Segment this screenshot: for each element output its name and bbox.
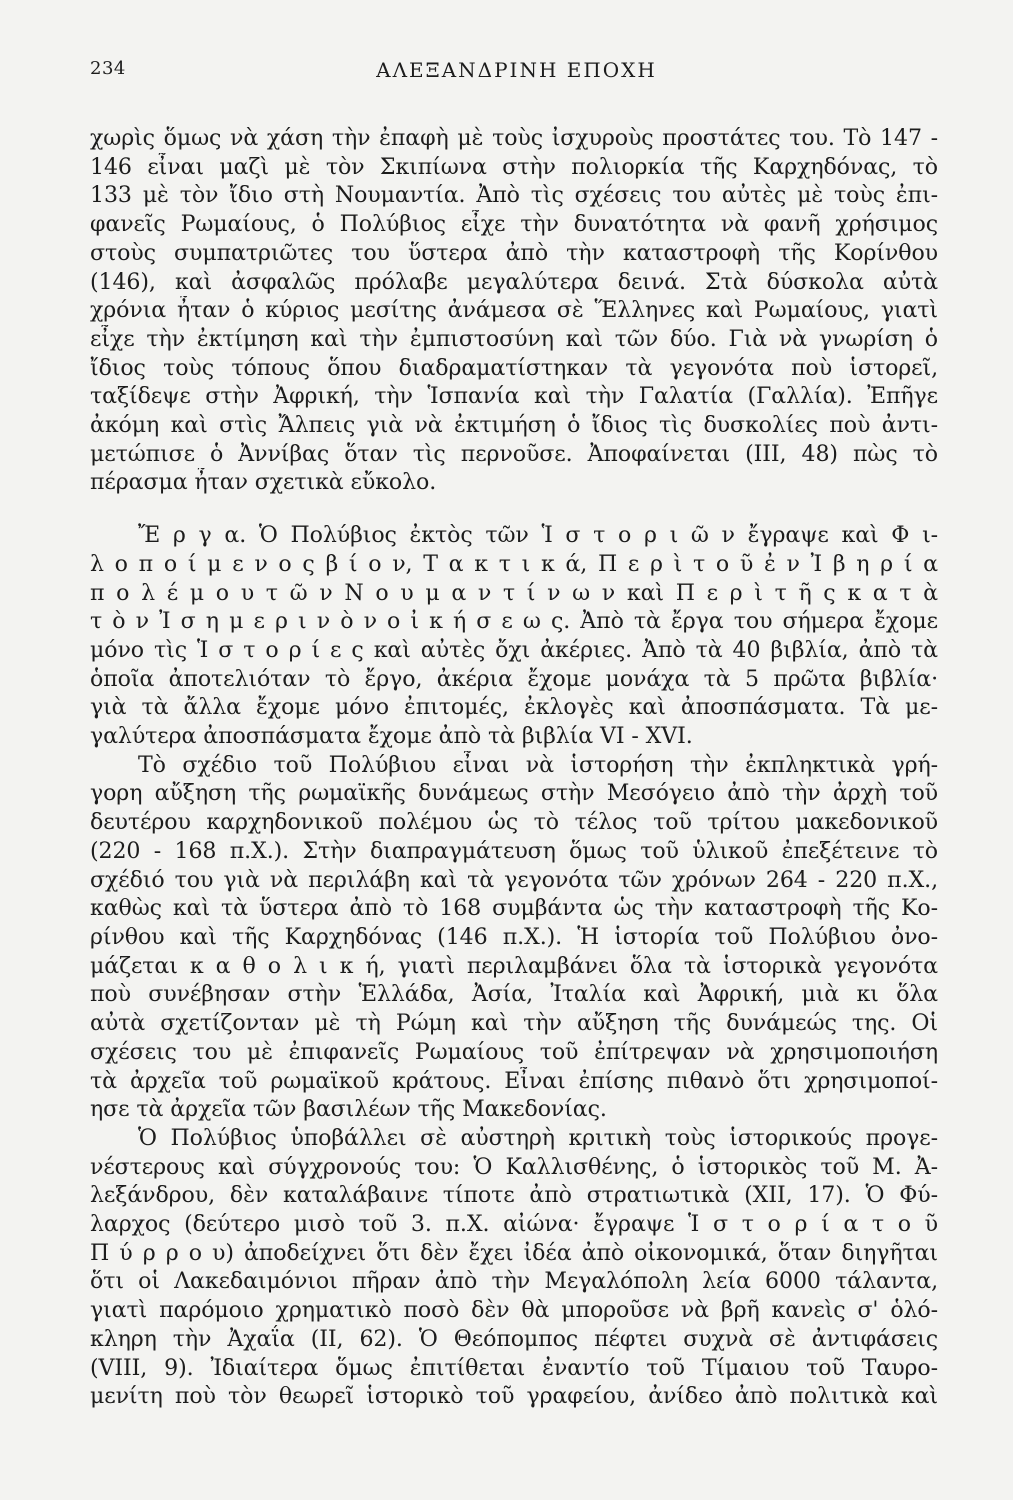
text-line: ὁποῖα ἀποτελιόταν τὸ ἔργο, ἀκέρια ἔχομε μονάχα τὰ 5 πρῶτα βιβλία· [90, 665, 938, 692]
text-line: πέρασμα ἦταν σχετικὰ εὔκολο. [90, 469, 437, 496]
text-line: στοὺς συμπατριῶτες του ὕστερα ἀπὸ τὴν καταστροφὴ τῆς Κορίνθου [90, 239, 938, 266]
text-line: τ ὸ ν Ἰ σ η μ ε ρ ι ν ὸ ν ο ἰ κ ή σ ε ω ς. Ἀπὸ τὰ ἔργα του σήμερα ἔχομε [90, 608, 938, 635]
body-text [90, 124, 938, 1411]
text-line: μόνο τὶς Ἱ σ τ ο ρ ί ε ς καὶ αὐτὲς ὄχι ἀκέριες. Ἀπὸ τὰ 40 βιβλία, ἀπὸ τὰ [90, 636, 938, 663]
text-line: λεξάνδρου, δὲν καταλάβαινε τίποτε ἀπὸ στρατιωτικὰ (XII, 17). Ὁ Φύ- [90, 1182, 938, 1209]
text-line: δευτέρου καρχηδονικοῦ πολέμου ὡς τὸ τέλος τοῦ τρίτου μακεδονικοῦ [90, 809, 938, 836]
text-line: (VIII, 9). Ἰδιαίτερα ὅμως ἐπιτίθεται ἐναντίο τοῦ Τίμαιου τοῦ Ταυρο- [90, 1354, 938, 1381]
text-line: Π ύ ρ ρ ο υ) ἀποδείχνει ὅτι δὲν ἔχει ἰδέα ἀπὸ οἰκονομικά, ὅταν διηγῆται [90, 1239, 938, 1266]
text-line: γαλύτερα ἀποσπάσματα ἔχομε ἀπὸ τὰ βιβλία VI - XVI. [90, 723, 693, 750]
paragraph-works [90, 521, 938, 751]
text-line: ὅτι οἱ Λακεδαιμόνιοι πῆραν ἀπὸ τὴν Μεγαλόπολη λεία 6000 τάλαντα, [90, 1268, 938, 1295]
text-line: (220 - 168 π.Χ.). Στὴν διαπραγμάτευση ὅμως τοῦ ὑλικοῦ ἐπεξέτεινε τὸ [90, 837, 938, 864]
text-line: μάζεται κ α θ ο λ ι κ ή, γιατὶ περιλαμβάνει ὅλα τὰ ἱστορικὰ γεγονότα [90, 952, 938, 979]
text-line: ἴδιος τοὺς τόπους ὅπου διαδραματίστηκαν τὰ γεγονότα ποὺ ἱστορεῖ, [90, 354, 938, 381]
running-title: ΑΛΕΞΑΝΔΡΙΝΗ ΕΠΟΧΗ [376, 58, 657, 82]
text-line: κληρη τὴν Ἀχαΐα (II, 62). Ὁ Θεόπομπος πέφτει συχνὰ σὲ ἀντιφάσεις [90, 1325, 938, 1352]
text-line: γιατὶ παρόμοιο χρηματικὸ ποσὸ δὲν θὰ μποροῦσε νὰ βρῆ κανεὶς σ' ὁλό- [90, 1297, 938, 1324]
paragraph-4 [90, 1124, 938, 1411]
text-line: γιὰ τὰ ἄλλα ἔχομε μόνο ἐπιτομές, ἐκλογὲς καὶ ἀποσπάσματα. Τὰ με- [90, 694, 938, 721]
text-line: Ἔ ρ γ α. Ὁ Πολύβιος ἐκτὸς τῶν Ἱ σ τ ο ρ ι ῶ ν ἔγραψε καὶ Φ ι- [138, 522, 938, 549]
text-line: φανεῖς Ρωμαίους, ὁ Πολύβιος εἶχε τὴν δυνατότητα νὰ φανῆ χρήσιμος [90, 211, 938, 238]
text-line: ρίνθου καὶ τῆς Καρχηδόνας (146 π.Χ.). Ἡ ἱστορία τοῦ Πολύβιου ὀνο- [90, 923, 938, 950]
text-line: σχέδιό του γιὰ νὰ περιλάβη καὶ τὰ γεγονότα τῶν χρόνων 264 - 220 π.Χ., [90, 866, 938, 893]
text-line: ἀκόμη καὶ στὶς Ἄλπεις γιὰ νὰ ἐκτιμήση ὁ ἴδιος τὶς δυσκολίες ποὺ ἀντι- [90, 412, 938, 439]
text-line: 133 μὲ τὸν ἴδιο στὴ Νουμαντία. Ἀπὸ τὶς σχέσεις του αὐτὲς μὲ τοὺς ἐπι- [90, 182, 938, 209]
paragraph-1 [90, 124, 938, 497]
text-line: μετώπισε ὁ Ἀννίβας ὅταν τὶς περνοῦσε. Ἀποφαίνεται (III, 48) πὼς τὸ [90, 440, 938, 467]
text-line: (146), καὶ ἀσφαλῶς πρόλαβε μεγαλύτερα δεινά. Στὰ δύσκολα αὐτὰ [90, 268, 938, 295]
text-line: ησε τὰ ἀρχεῖα τῶν βασιλέων τῆς Μακεδονίας. [90, 1096, 607, 1123]
text-line: λαρχος (δεύτερο μισὸ τοῦ 3. π.Χ. αἰώνα· ἔγραψε Ἱ σ τ ο ρ ί α τ ο ῦ [90, 1211, 938, 1238]
text-line: 146 εἶναι μαζὶ μὲ τὸν Σκιπίωνα στὴν πολιορκία τῆς Καρχηδόνας, τὸ [90, 153, 938, 180]
text-line: π ο λ έ μ ο υ τ ῶ ν Ν ο υ μ α ν τ ί ν ω ν καὶ Π ε ρ ὶ τ ῆ ς κ α τ ὰ [90, 579, 938, 606]
page-number: 234 [90, 58, 126, 79]
text-line: γορη αὔξηση τῆς ρωμαϊκῆς δυνάμεως στὴν Μεσόγειο ἀπὸ τὴν ἀρχὴ τοῦ [90, 780, 938, 807]
text-line: χωρὶς ὅμως νὰ χάση τὴν ἐπαφὴ μὲ τοὺς ἰσχυροὺς προστάτες του. Τὸ 147 - [90, 125, 938, 151]
text-line: μενίτη ποὺ τὸν θεωρεῖ ἱστορικὸ τοῦ γραφείου, ἀνίδεο ἀπὸ πολιτικὰ καὶ [90, 1383, 938, 1410]
text-line: Τὸ σχέδιο τοῦ Πολύβιου εἶναι νὰ ἱστορήση τὴν ἐκπληκτικὰ γρή- [138, 751, 938, 778]
text-line: χρόνια ἦταν ὁ κύριος μεσίτης ἀνάμεσα σὲ Ἕλληνες καὶ Ρωμαίους, γιατὶ [90, 297, 938, 324]
paragraph-3 [90, 751, 938, 1124]
text-line: αὐτὰ σχετίζονταν μὲ τὴ Ρώμη καὶ τὴν αὔξηση τῆς δυνάμεώς της. Οἱ [90, 1010, 938, 1037]
text-line: τὰ ἀρχεῖα τοῦ ρωμαϊκοῦ κράτους. Εἶναι ἐπίσης πιθανὸ ὅτι χρησιμοποί- [90, 1067, 938, 1094]
text-line: εἶχε τὴν ἐκτίμηση καὶ τὴν ἐμπιστοσύνη καὶ τῶν δύο. Γιὰ νὰ γνωρίση ὁ [90, 325, 938, 352]
text-line: Ὁ Πολύβιος ὑποβάλλει σὲ αὐστηρὴ κριτικὴ τοὺς ἱστορικούς προγε- [138, 1124, 938, 1151]
text-line: λ ο π ο ί μ ε ν ο ς β ί ο ν, Τ α κ τ ι κ ά, Π ε ρ ὶ τ ο ῦ ἐ ν Ἰ β η ρ ί α [90, 550, 938, 577]
text-line: νέστερους καὶ σύγχρονούς του: Ὁ Καλλισθένης, ὁ ἱστορικὸς τοῦ Μ. Ἀ- [90, 1153, 938, 1180]
text-line: καθὼς καὶ τὰ ὕστερα ἀπὸ τὸ 168 συμβάντα ὡς τὴν καταστροφὴ τῆς Κο- [90, 895, 938, 922]
text-line: σχέσεις του μὲ ἐπιφανεῖς Ρωμαίους τοῦ ἐπίτρεψαν νὰ χρησιμοποιήση [90, 1038, 938, 1065]
running-head [90, 58, 943, 88]
section-gap [90, 497, 938, 521]
text-line: ποὺ συνέβησαν στὴν Ἑλλάδα, Ἀσία, Ἰταλία καὶ Ἀφρική, μιὰ κι ὅλα [90, 981, 938, 1008]
text-line: ταξίδεψε στὴν Ἀφρική, τὴν Ἱσπανία καὶ τὴν Γαλατία (Γαλλία). Ἐπῆγε [90, 383, 938, 410]
